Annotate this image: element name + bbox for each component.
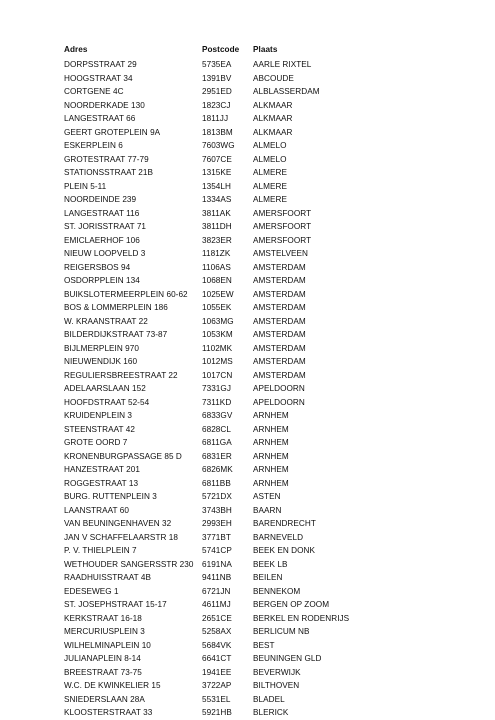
cell-adres: ROGGESTRAAT 13: [64, 478, 139, 488]
cell-plaats: ALKMAAR: [253, 100, 293, 110]
cell-plaats: AMSTERDAM: [253, 316, 306, 326]
cell-postcode: 3811DH: [202, 222, 232, 231]
cell-plaats: AMERSFOORT: [253, 235, 312, 245]
cell-adres: KERKSTRAAT 16-18: [64, 613, 142, 623]
table-row: [64, 315, 464, 329]
cell-adres: NOORDEINDE 239: [64, 195, 137, 204]
cell-adres: KRONENBURGPASSAGE 85 D: [64, 451, 182, 461]
cell-postcode: 1053KM: [202, 330, 233, 339]
cell-plaats: AMSTERDAM: [253, 289, 306, 299]
cell-adres: MERCURIUSPLEIN 3: [64, 627, 145, 636]
cell-postcode: 5735EA: [202, 60, 232, 69]
cell-adres: SNIEDERSLAAN 28A: [64, 694, 145, 704]
cell-postcode: 6811GA: [202, 438, 232, 447]
cell-postcode: 1063MG: [202, 316, 234, 326]
cell-adres: NIEUW LOOPVELD 3: [64, 249, 146, 258]
cell-postcode: 3722AP: [202, 681, 232, 690]
cell-adres: STEENSTRAAT 42: [64, 424, 135, 434]
cell-plaats: ALKMAAR: [253, 114, 293, 123]
cell-plaats: BILTHOVEN: [253, 681, 300, 690]
table-row: [64, 180, 464, 194]
cell-plaats: ARNHEM: [253, 411, 289, 420]
table-row: [64, 679, 464, 693]
cell-adres: GROTE OORD 7: [64, 438, 128, 447]
cell-postcode: 7311KD: [202, 397, 232, 407]
cell-plaats: ALMERE: [253, 168, 287, 177]
cell-postcode: 1106AS: [202, 262, 231, 272]
cell-plaats: BAARN: [253, 505, 282, 515]
cell-postcode: 1315KE: [202, 168, 232, 177]
cell-adres: REGULIERSBREESTRAAT 22: [64, 370, 178, 380]
table-row: [64, 666, 464, 680]
cell-plaats: ALMERE: [253, 195, 287, 204]
cell-postcode: 7603WG: [202, 141, 235, 150]
table-row: [64, 612, 464, 626]
table-body: [64, 58, 464, 720]
cell-postcode: 5921HB: [202, 708, 232, 717]
cell-postcode: 6833GV: [202, 411, 233, 420]
cell-postcode: 9411NB: [202, 573, 232, 582]
cell-adres: BOS & LOMMERPLEIN 186: [64, 303, 168, 312]
table-row: [64, 342, 464, 356]
cell-postcode: 3823ER: [202, 235, 232, 245]
table-row: [64, 261, 464, 275]
cell-postcode: 6641CT: [202, 654, 232, 663]
cell-adres: HOOFDSTRAAT 52-54: [64, 397, 150, 407]
cell-postcode: 3743BH: [202, 505, 232, 515]
cell-postcode: 2951ED: [202, 87, 232, 96]
cell-plaats: ASTEN: [253, 492, 281, 501]
cell-adres: JULIANAPLEIN 8-14: [64, 654, 141, 663]
cell-adres: BILDERDIJKSTRAAT 73-87: [64, 330, 168, 339]
cell-postcode: 1823CJ: [202, 100, 231, 110]
cell-postcode: 1025EW: [202, 289, 234, 299]
cell-adres: JAN V SCHAFFELAARSTR 18: [64, 532, 178, 542]
table-row: [64, 369, 464, 383]
table-row: [64, 531, 464, 545]
table-row: [64, 112, 464, 126]
cell-plaats: BERLICUM NB: [253, 627, 310, 636]
cell-adres: PLEIN 5-11: [64, 181, 107, 191]
table-row: [64, 355, 464, 369]
cell-adres: KRUIDENPLEIN 3: [64, 411, 133, 420]
table-row: [64, 72, 464, 86]
cell-plaats: ARNHEM: [253, 465, 289, 474]
cell-plaats: ARNHEM: [253, 424, 289, 434]
table-row: [64, 126, 464, 140]
cell-plaats: BLERICK: [253, 708, 289, 717]
cell-adres: REIGERSBOS 94: [64, 262, 131, 272]
cell-adres: ADELAARSLAAN 152: [64, 384, 146, 393]
table-row: [64, 247, 464, 261]
cell-postcode: 7331GJ: [202, 384, 231, 393]
table-row: [64, 436, 464, 450]
cell-postcode: 5741CP: [202, 546, 232, 555]
cell-plaats: ALBLASSERDAM: [253, 87, 320, 96]
cell-plaats: BARNEVELD: [253, 532, 304, 542]
cell-adres: LANGESTRAAT 66: [64, 114, 136, 123]
cell-adres: BREESTRAAT 73-75: [64, 667, 142, 677]
cell-plaats: AMERSFOORT: [253, 222, 312, 231]
cell-adres: LANGESTRAAT 116: [64, 208, 140, 218]
table-row: [64, 544, 464, 558]
cell-postcode: 1181ZK: [202, 249, 231, 258]
cell-plaats: AMSTERDAM: [253, 303, 306, 312]
table-row: [64, 99, 464, 113]
cell-adres: NOORDERKADE 130: [64, 100, 145, 110]
cell-postcode: 1813BM: [202, 127, 233, 137]
table-row: [64, 85, 464, 99]
table-row: [64, 193, 464, 207]
table-row: [64, 396, 464, 410]
cell-adres: BURG. RUTTENPLEIN 3: [64, 492, 157, 501]
header-adres: Adres: [64, 45, 88, 54]
cell-plaats: ALKMAAR: [253, 127, 293, 137]
table-row: [64, 706, 464, 720]
cell-postcode: 1334AS: [202, 195, 232, 204]
cell-postcode: 5721DX: [202, 492, 232, 501]
cell-adres: EMICLAERHOF 106: [64, 235, 140, 245]
table-row: [64, 558, 464, 572]
table-row: [64, 477, 464, 491]
table-row: [64, 153, 464, 167]
cell-plaats: BARENDRECHT: [253, 519, 316, 528]
cell-postcode: 5531EL: [202, 694, 231, 704]
cell-adres: BUIKSLOTERMEERPLEIN 60-62: [64, 289, 188, 299]
cell-plaats: AMSTERDAM: [253, 343, 306, 353]
table-row: [64, 274, 464, 288]
cell-plaats: AARLE RIXTEL: [253, 60, 312, 69]
table-row: [64, 517, 464, 531]
address-table: [64, 43, 464, 720]
cell-plaats: BEST: [253, 640, 275, 650]
cell-postcode: 1941EE: [202, 667, 232, 677]
cell-adres: HOOGSTRAAT 34: [64, 73, 133, 83]
cell-adres: KLOOSTERSTRAAT 33: [64, 708, 153, 717]
cell-plaats: AMSTERDAM: [253, 262, 306, 272]
cell-plaats: BEILEN: [253, 573, 283, 582]
cell-adres: HANZESTRAAT 201: [64, 465, 140, 474]
cell-postcode: 2651CE: [202, 613, 232, 623]
table-row: [64, 693, 464, 707]
cell-postcode: 6826MK: [202, 465, 233, 474]
cell-adres: W. KRAANSTRAAT 22: [64, 316, 148, 326]
cell-postcode: 1012MS: [202, 357, 233, 366]
cell-postcode: 3811AK: [202, 208, 231, 218]
cell-plaats: AMSTERDAM: [253, 330, 306, 339]
cell-plaats: AMSTERDAM: [253, 357, 306, 366]
table-row: [64, 288, 464, 302]
cell-postcode: 1068EN: [202, 276, 232, 285]
table-row: [64, 207, 464, 221]
table-row: [64, 585, 464, 599]
header-row: [64, 43, 464, 58]
cell-adres: LAANSTRAAT 60: [64, 505, 129, 515]
table-row: [64, 625, 464, 639]
table-row: [64, 463, 464, 477]
table-row: [64, 571, 464, 585]
cell-postcode: 6721JN: [202, 586, 231, 596]
cell-adres: P. V. THIELPLEIN 7: [64, 546, 137, 555]
cell-adres: ESKERPLEIN 6: [64, 141, 123, 150]
cell-adres: STATIONSSTRAAT 21B: [64, 168, 154, 177]
cell-postcode: 2993EH: [202, 519, 232, 528]
cell-adres: EDESEWEG 1: [64, 586, 119, 596]
cell-adres: GEERT GROTEPLEIN 9A: [64, 127, 161, 137]
cell-postcode: 1102MK: [202, 343, 233, 353]
cell-postcode: 6191NA: [202, 559, 232, 569]
cell-plaats: ARNHEM: [253, 438, 289, 447]
cell-plaats: BERGEN OP ZOOM: [253, 600, 330, 609]
cell-plaats: ALMELO: [253, 141, 287, 150]
cell-plaats: BLADEL: [253, 694, 285, 704]
cell-postcode: 6811BB: [202, 478, 231, 488]
cell-adres: GROTESTRAAT 77-79: [64, 154, 149, 164]
cell-plaats: APELDOORN: [253, 384, 305, 393]
cell-adres: WILHELMINAPLEIN 10: [64, 640, 151, 650]
table-row: [64, 423, 464, 437]
table-row: [64, 652, 464, 666]
cell-postcode: 1391BV: [202, 73, 232, 83]
cell-postcode: 5258AX: [202, 627, 232, 636]
cell-adres: W.C. DE KWINKELIER 15: [64, 681, 161, 690]
table-row: [64, 234, 464, 248]
cell-adres: OSDORPPLEIN 134: [64, 276, 140, 285]
cell-postcode: 5684VK: [202, 640, 232, 650]
cell-adres: NIEUWENDIJK 160: [64, 357, 138, 366]
cell-plaats: ABCOUDE: [253, 73, 294, 83]
cell-adres: DORPSSTRAAT 29: [64, 60, 137, 69]
cell-postcode: 7607CE: [202, 154, 232, 164]
table-row: [64, 220, 464, 234]
table-row: [64, 139, 464, 153]
cell-plaats: ALMELO: [253, 154, 287, 164]
cell-plaats: BEEK EN DONK: [253, 546, 316, 555]
cell-adres: RAADHUISSTRAAT 4B: [64, 573, 151, 582]
header-postcode: Postcode: [202, 45, 240, 54]
cell-plaats: ALMERE: [253, 181, 287, 191]
cell-plaats: BEUNINGEN GLD: [253, 654, 322, 663]
table-row: [64, 166, 464, 180]
cell-plaats: AMSTERDAM: [253, 276, 306, 285]
cell-adres: ST. JORISSTRAAT 71: [64, 222, 147, 231]
cell-plaats: ARNHEM: [253, 451, 289, 461]
cell-plaats: APELDOORN: [253, 397, 305, 407]
cell-plaats: ARNHEM: [253, 478, 289, 488]
cell-adres: CORTGENE 4C: [64, 87, 124, 96]
cell-adres: BIJLMERPLEIN 970: [64, 343, 139, 353]
table-row: [64, 409, 464, 423]
cell-postcode: 1017CN: [202, 370, 233, 380]
cell-postcode: 1354LH: [202, 181, 231, 191]
cell-plaats: AMSTERDAM: [253, 370, 306, 380]
cell-postcode: 6828CL: [202, 424, 231, 434]
cell-adres: WETHOUDER SANGERSSTR 230: [64, 559, 194, 569]
cell-postcode: 3771BT: [202, 532, 231, 542]
header-plaats: Plaats: [253, 45, 278, 54]
table-row: [64, 328, 464, 342]
cell-postcode: 4611MJ: [202, 600, 231, 609]
cell-plaats: BERKEL EN RODENRIJS: [253, 613, 350, 623]
table-row: [64, 504, 464, 518]
table-row: [64, 490, 464, 504]
cell-adres: ST. JOSEPHSTRAAT 15-17: [64, 600, 167, 609]
cell-plaats: AMSTELVEEN: [253, 249, 308, 258]
cell-plaats: AMERSFOORT: [253, 208, 312, 218]
table-row: [64, 639, 464, 653]
cell-adres: VAN BEUNINGENHAVEN 32: [64, 519, 172, 528]
table-row: [64, 58, 464, 72]
cell-postcode: 1055EK: [202, 303, 232, 312]
cell-plaats: BENNEKOM: [253, 586, 301, 596]
cell-postcode: 6831ER: [202, 451, 232, 461]
table-row: [64, 301, 464, 315]
table-row: [64, 598, 464, 612]
table-row: [64, 382, 464, 396]
cell-plaats: BEVERWIJK: [253, 667, 301, 677]
table-row: [64, 450, 464, 464]
cell-plaats: BEEK LB: [253, 559, 288, 569]
cell-postcode: 1811JJ: [202, 114, 229, 123]
